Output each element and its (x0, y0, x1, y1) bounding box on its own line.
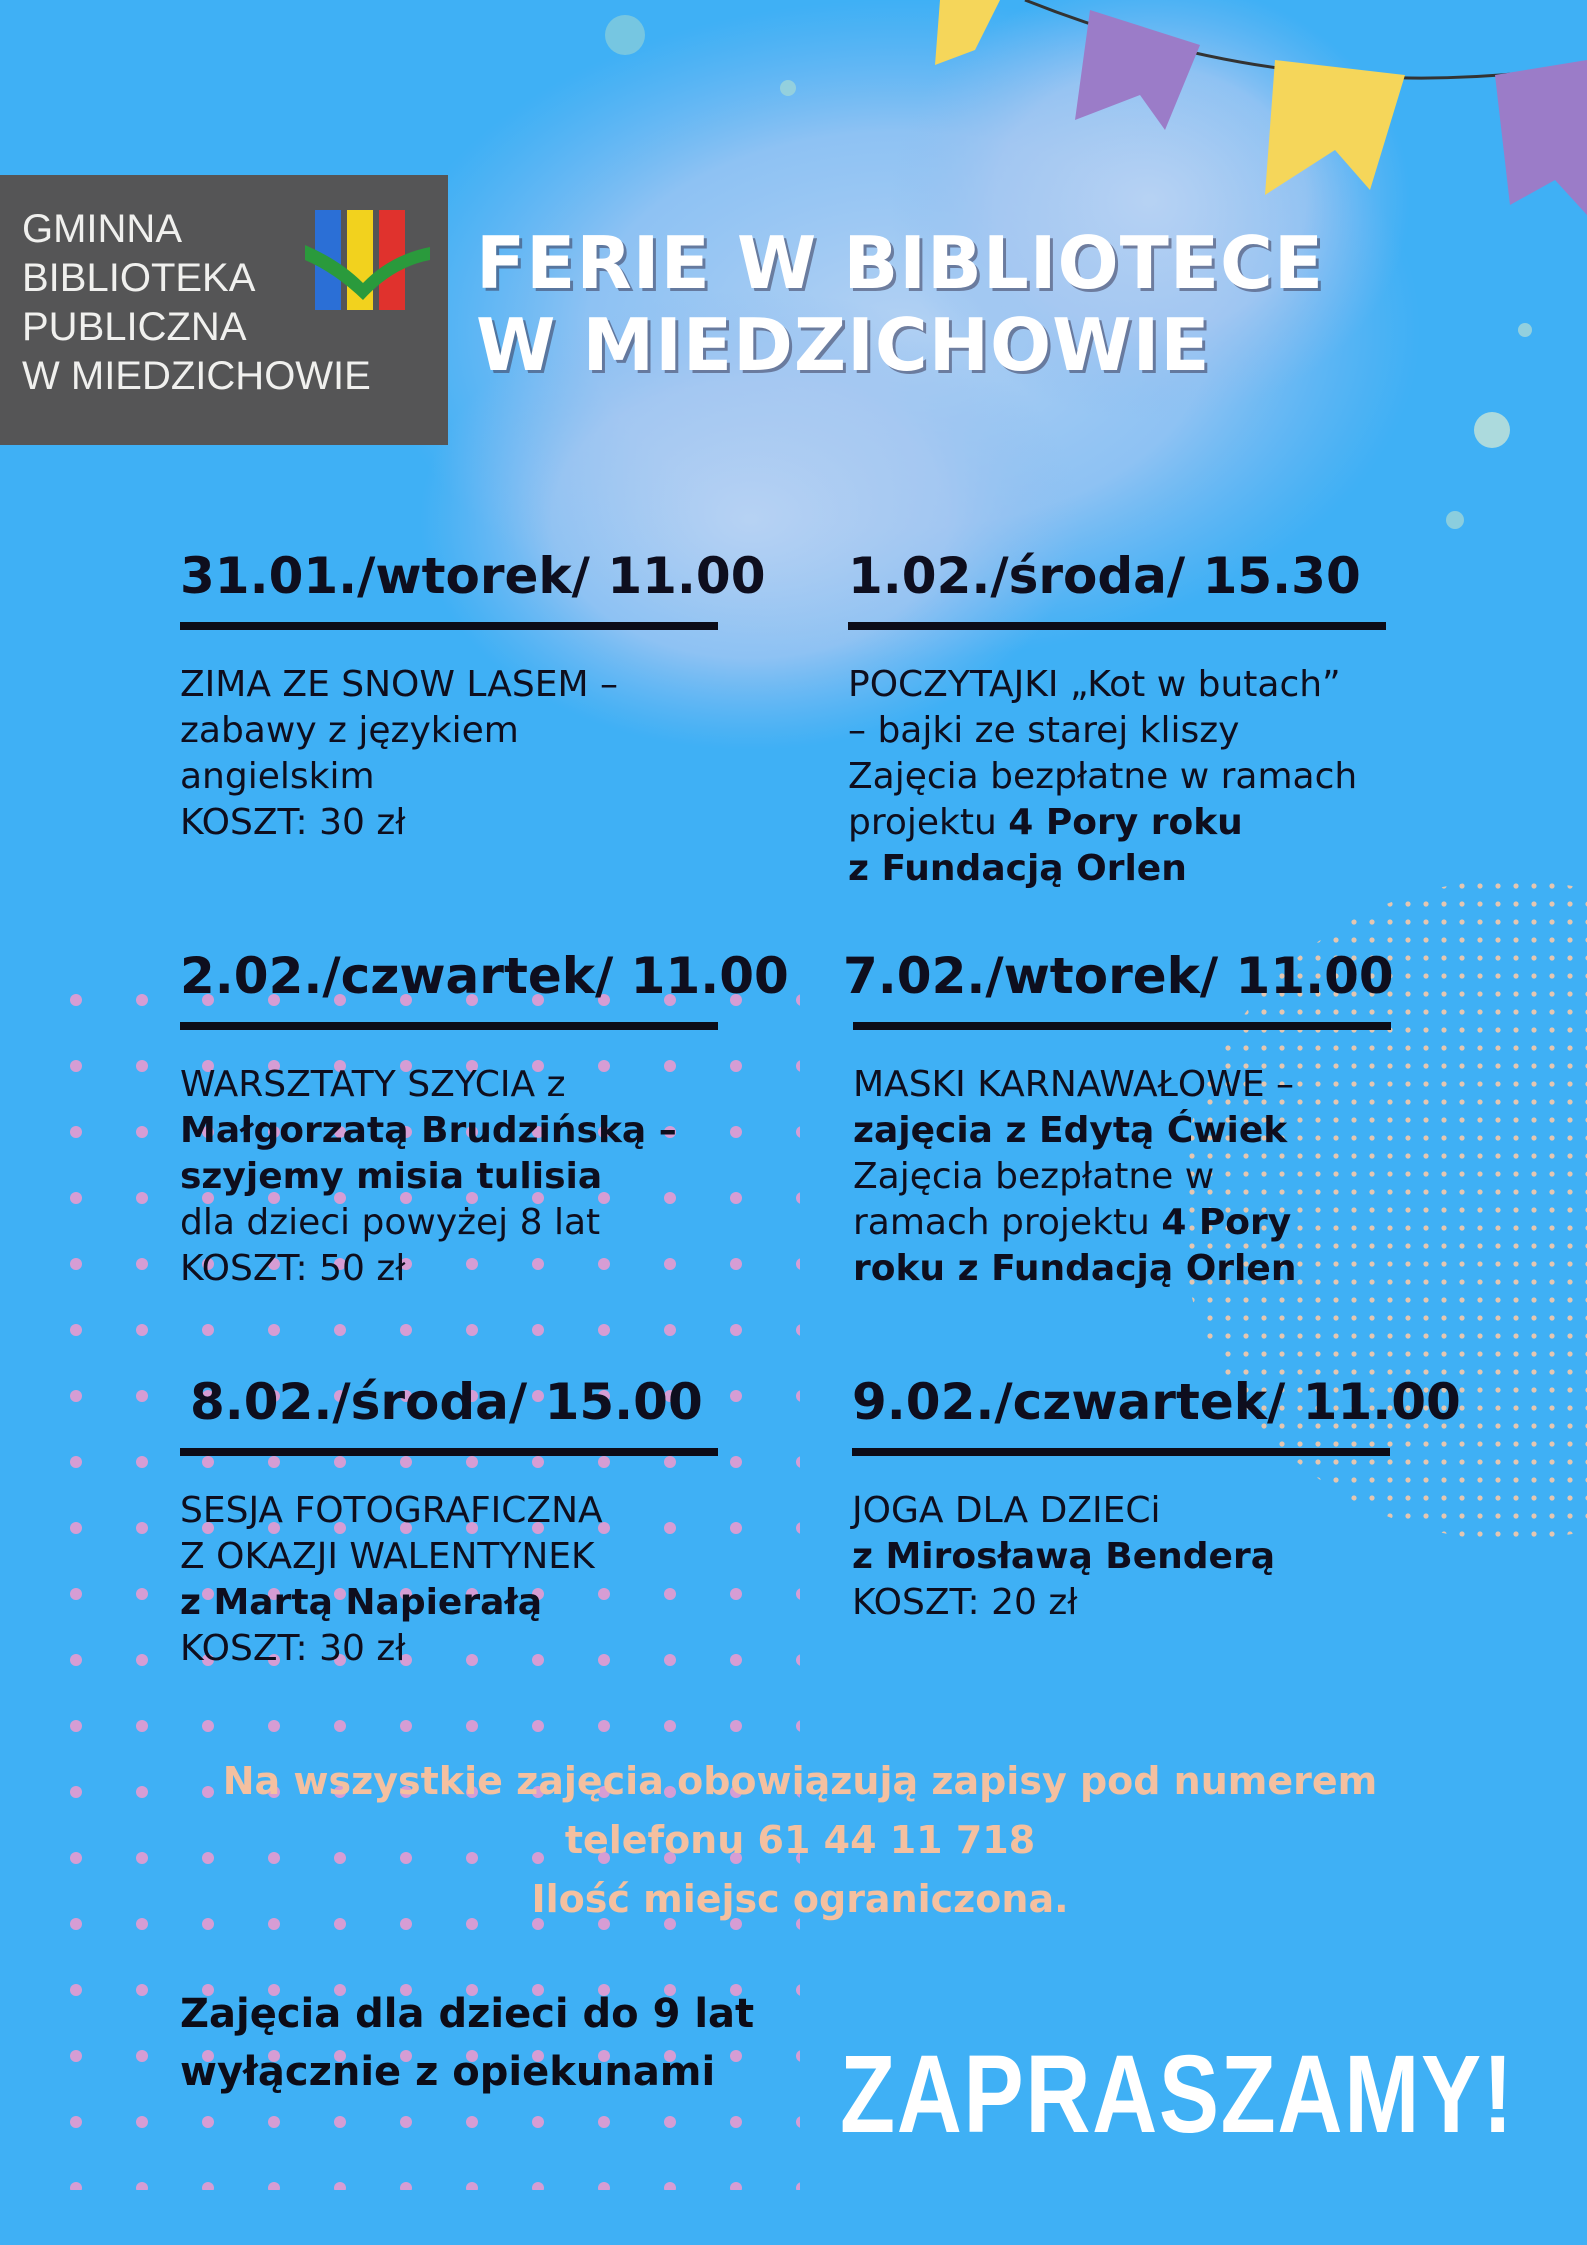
library-book-logo-icon (305, 205, 430, 315)
event-description (848, 662, 1408, 892)
kids-note-line: Zajęcia dla dzieci do 9 lat (180, 1991, 755, 2037)
library-name-line: BIBLIOTEKA (22, 256, 256, 300)
event-date: 2.02./czwartek/ 11.00 (180, 947, 789, 1005)
event-name: SESJA FOTOGRAFICZNA (180, 1490, 603, 1531)
event-line (853, 1200, 1403, 1246)
event-card (180, 946, 789, 1292)
event-line: Z OKAZJI WALENTYNEK (180, 1536, 595, 1577)
page-title (476, 222, 1324, 386)
event-description (180, 1062, 740, 1292)
partner-name: z Fundacją Orlen (848, 848, 1187, 889)
event-line: z Mirosławą Benderą (852, 1536, 1276, 1577)
event-line: zabawy z językiem (180, 710, 519, 751)
library-name-line: W MIEDZICHOWIE (22, 354, 371, 398)
event-name: POCZYTAJKI „Kot w butach” (848, 664, 1341, 705)
event-cost: KOSZT: 20 zł (852, 1582, 1078, 1623)
title-line-2: W MIEDZICHOWIE (476, 303, 1211, 387)
event-description (180, 662, 740, 846)
notice-line: Na wszystkie zajęcia obowiązują zapisy pod numerem (222, 1759, 1378, 1803)
event-name: MASKI KARNAWAŁOWE – (853, 1064, 1295, 1105)
event-divider (180, 622, 718, 630)
notice-line: Ilość miejsc ograniczona. (531, 1877, 1069, 1921)
event-name: JOGA DLA DZIECi (852, 1490, 1161, 1531)
event-description (853, 1062, 1403, 1292)
notice-phone: telefonu 61 44 11 718 (564, 1818, 1036, 1862)
event-cost: KOSZT: 30 zł (180, 802, 406, 843)
library-name-line: PUBLICZNA (22, 305, 247, 349)
event-text: ramach projektu (853, 1202, 1150, 1243)
kids-note-line: wyłącznie z opiekunami (180, 2049, 716, 2095)
event-date: 9.02./czwartek/ 11.00 (852, 1373, 1461, 1431)
event-line: Zajęcia bezpłatne w ramach (848, 756, 1358, 797)
event-divider (180, 1022, 718, 1030)
project-name: 4 Pory (1161, 1202, 1292, 1243)
event-line: dla dzieci powyżej 8 lat (180, 1202, 601, 1243)
event-divider (848, 622, 1386, 630)
event-name: WARSZTATY SZYCIA z (180, 1064, 566, 1105)
event-line (848, 800, 1408, 846)
event-date: 7.02./wtorek/ 11.00 (843, 947, 1394, 1005)
event-line: angielskim (180, 756, 375, 797)
event-card (843, 946, 1403, 1292)
event-card (180, 1372, 740, 1672)
event-card (180, 546, 766, 846)
event-date: 8.02./środa/ 15.00 (190, 1373, 703, 1431)
event-description (852, 1488, 1412, 1626)
library-logo (0, 175, 448, 445)
event-line: szyjemy misia tulisia (180, 1156, 603, 1197)
event-date: 1.02./środa/ 15.30 (848, 547, 1361, 605)
event-text: projektu (848, 802, 997, 843)
event-cost: KOSZT: 30 zł (180, 1628, 406, 1669)
event-description (180, 1488, 740, 1672)
event-date: 31.01./wtorek/ 11.00 (180, 547, 766, 605)
event-name: ZIMA ZE SNOW LASEM – (180, 664, 619, 705)
library-name-line: GMINNA (22, 207, 182, 251)
title-line-1: FERIE W BIBLIOTECE (476, 221, 1325, 305)
event-card (852, 1372, 1461, 1626)
invitation-heading: ZAPRASZAMY! (840, 2033, 1515, 2156)
event-divider (180, 1448, 718, 1456)
kids-note (180, 1985, 754, 2101)
event-cost: KOSZT: 50 zł (180, 1248, 406, 1289)
project-name: 4 Pory roku (1008, 802, 1243, 843)
partner-name: roku z Fundacją Orlen (853, 1248, 1297, 1289)
event-line: z Martą Napierałą (180, 1582, 543, 1623)
event-line: – bajki ze starej kliszy (848, 710, 1240, 751)
event-card (848, 546, 1408, 892)
event-line: zajęcia z Edytą Ćwiek (853, 1110, 1288, 1151)
event-line: Zajęcia bezpłatne w (853, 1156, 1215, 1197)
event-divider (853, 1022, 1391, 1030)
event-line: Małgorzatą Brudzińską – (180, 1110, 677, 1151)
registration-notice (140, 1752, 1460, 1929)
event-divider (852, 1448, 1390, 1456)
